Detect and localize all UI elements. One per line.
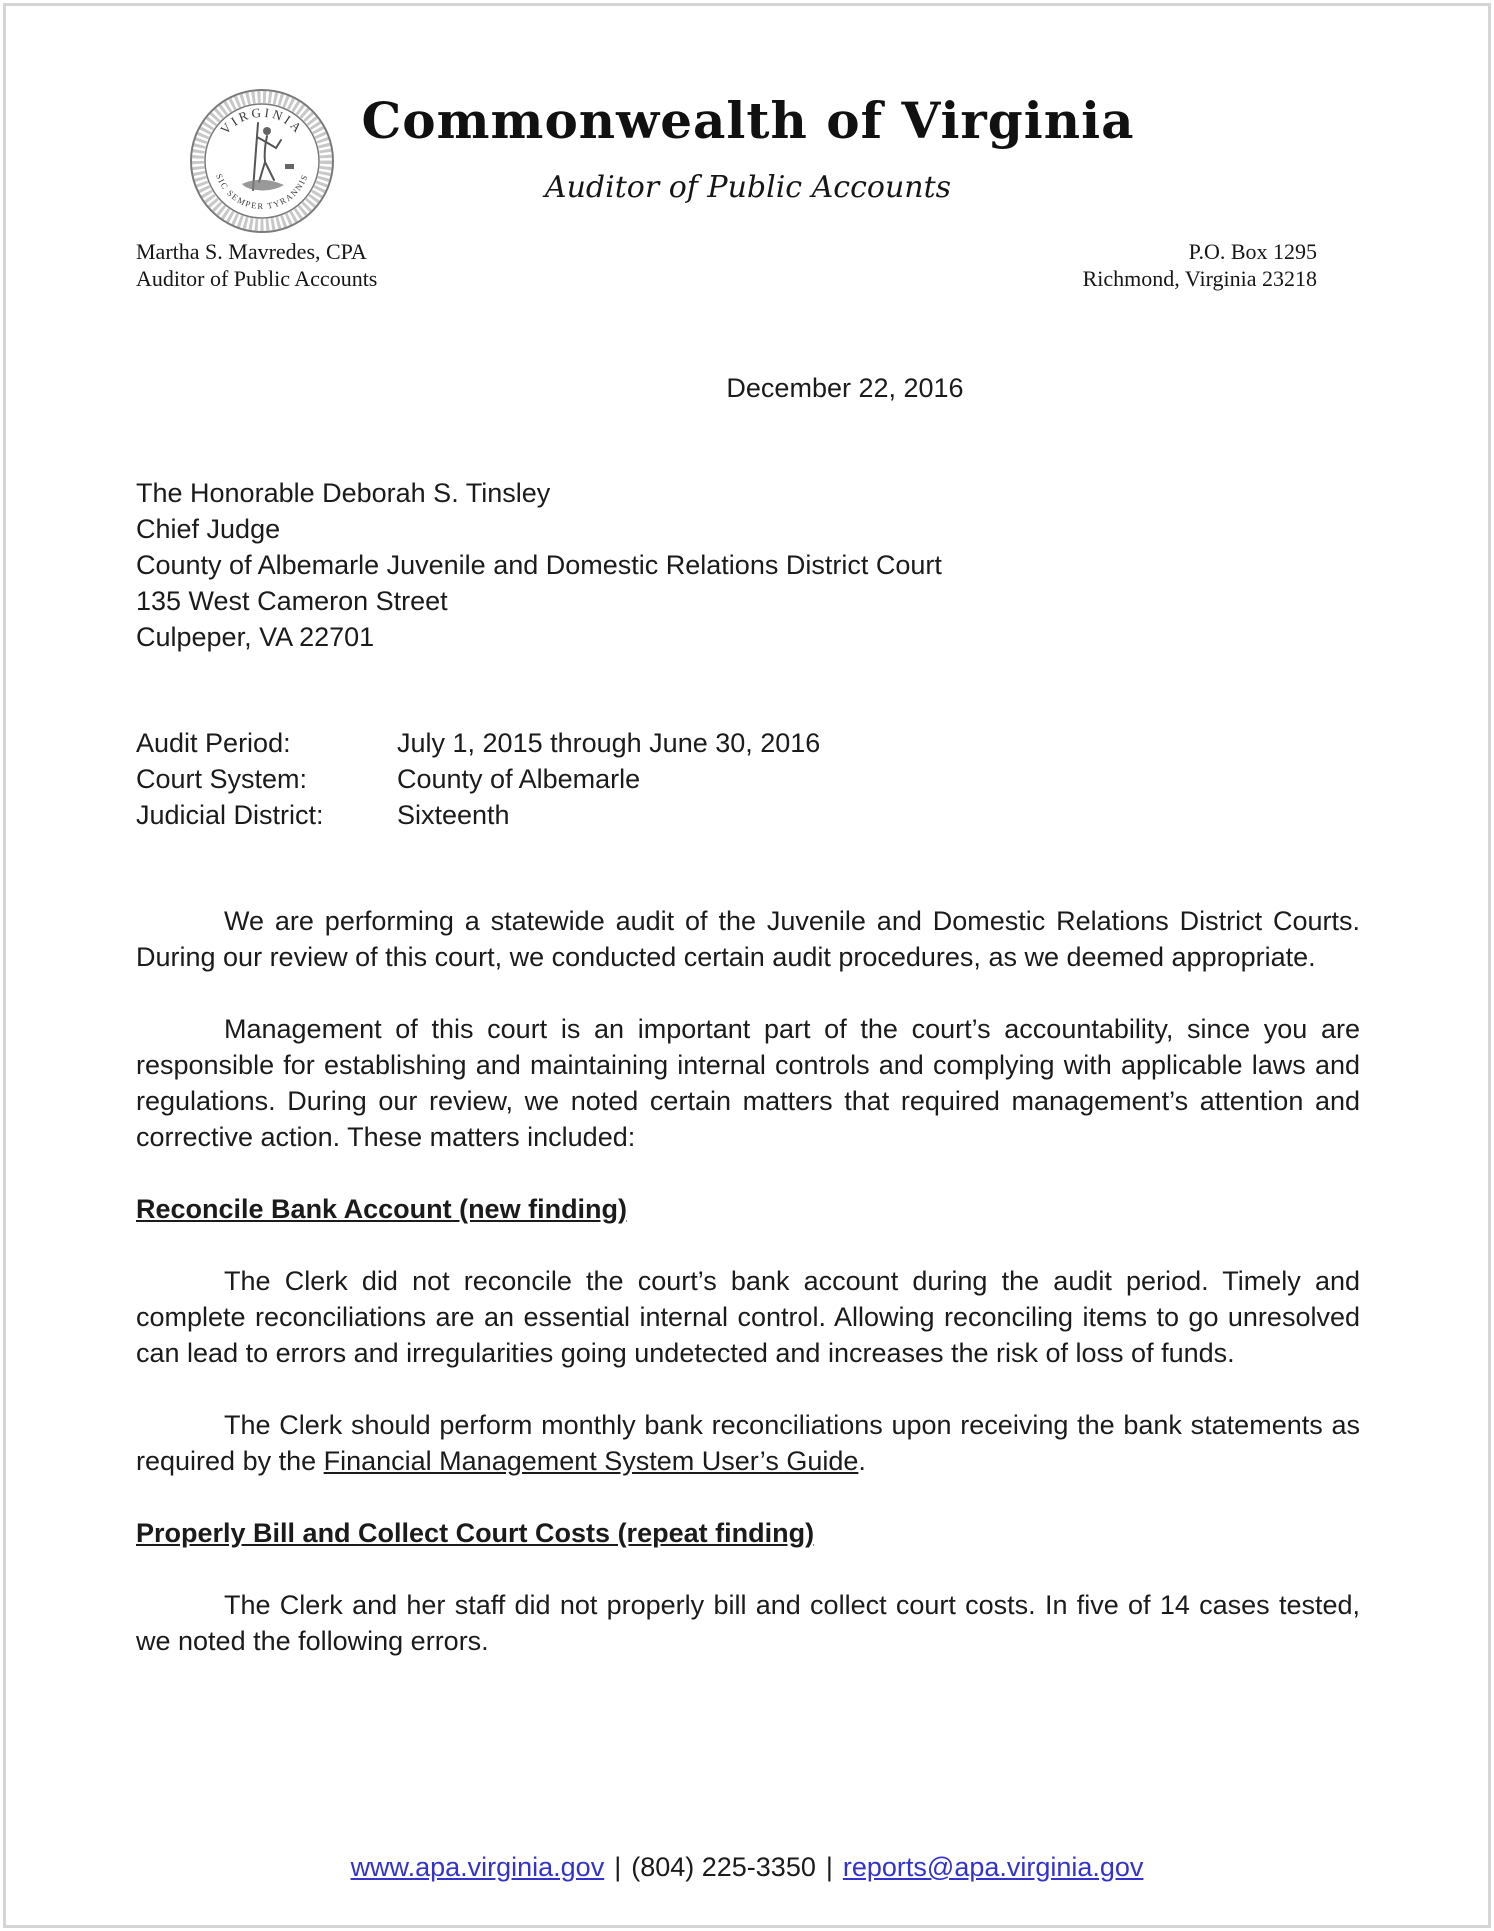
audit-info-label: Court System: <box>136 764 308 794</box>
fms-users-guide-reference: Financial Management System User’s Guide <box>323 1446 859 1476</box>
address-line-1: P.O. Box 1295 <box>1188 239 1317 264</box>
letter-date: December 22, 2016 <box>726 373 964 403</box>
official-block <box>136 238 377 292</box>
audit-info-label: Judicial District: <box>136 800 324 830</box>
audit-info-value: County of Albemarle <box>397 764 641 794</box>
audit-info-row <box>136 797 1360 833</box>
office-address-block <box>1083 238 1360 292</box>
org-title: Commonwealth of Virginia <box>361 91 1135 150</box>
recipient-line: Culpeper, VA 22701 <box>136 622 375 652</box>
body-paragraph-4 <box>136 1407 1360 1479</box>
audit-info-row <box>136 725 1360 761</box>
recipient-line: County of Albemarle Juvenile and Domestic Relations District Court <box>136 550 942 580</box>
address-line-2: Richmond, Virginia 23218 <box>1082 266 1317 291</box>
seal-bottom-text: SIC SEMPER TYRANNIS <box>214 172 310 212</box>
audit-info-value: July 1, 2015 through June 30, 2016 <box>397 728 821 758</box>
audit-info-value: Sixteenth <box>397 800 510 830</box>
svg-text:SIC SEMPER TYRANNIS <box>214 172 310 211</box>
recipient-line: The Honorable Deborah S. Tinsley <box>136 478 551 508</box>
email-link[interactable]: reports@apa.virginia.gov <box>842 1852 1144 1882</box>
body-paragraph-3: The Clerk did not reconcile the court’s bank account during the audit period. Timely and complete reconciliations are an essential internal control. Allowing reconciling items to go unresolved can lead to errors and irregularities going undetected and increases the risk of loss of funds. <box>136 1266 1360 1368</box>
paragraph-4-text: The Clerk should perform monthly bank reconciliations upon receiving the bank statements as required by the <box>136 1410 1360 1476</box>
body-paragraph-1: We are performing a statewide audit of the Juvenile and Domestic Relations District Courts. During our review of this court, we conducted certain audit procedures, as we deemed appropriate. <box>136 906 1360 972</box>
official-title: Auditor of Public Accounts <box>136 266 378 291</box>
body-paragraph-5: The Clerk and her staff did not properly bill and collect court costs. In five of 14 cases tested, we noted the following errors. <box>136 1590 1360 1656</box>
footer-contact-line <box>0 1849 1494 1885</box>
phone-number: (804) 225-3350 <box>631 1852 816 1882</box>
website-link[interactable]: www.apa.virginia.gov <box>350 1852 605 1882</box>
recipient-line: 135 West Cameron Street <box>136 586 448 616</box>
seal-top-text: VIRGINIA <box>217 104 307 138</box>
letterhead <box>136 0 1360 292</box>
footer-separator: | <box>825 1852 833 1882</box>
paragraph-4-period: . <box>858 1446 866 1476</box>
recipient-line: Chief Judge <box>136 514 281 544</box>
footer-separator: | <box>614 1852 622 1882</box>
audit-info-label: Audit Period: <box>136 728 291 758</box>
audit-info-block <box>136 725 1360 833</box>
finding-heading-reconcile-bank-account: Reconcile Bank Account (new finding) <box>136 1194 628 1224</box>
virginia-state-seal-icon <box>188 87 336 235</box>
seal-virtus-figure <box>242 123 294 190</box>
body-paragraph-2: Management of this court is an important part of the court’s accountability, since you are responsible for establishing and maintaining internal controls and complying with applicable laws and regulations. During our review, we noted certain matters that required management’s attention and corrective action. These matters included: <box>136 1014 1360 1152</box>
finding-heading-bill-collect-court-costs: Properly Bill and Collect Court Costs (repeat finding) <box>136 1518 815 1548</box>
recipient-address-block <box>136 475 1360 655</box>
official-name: Martha S. Mavredes, CPA <box>136 239 367 264</box>
org-subtitle: Auditor of Public Accounts <box>544 170 952 205</box>
letterhead-info-row <box>136 238 1360 292</box>
audit-info-row <box>136 761 1360 797</box>
